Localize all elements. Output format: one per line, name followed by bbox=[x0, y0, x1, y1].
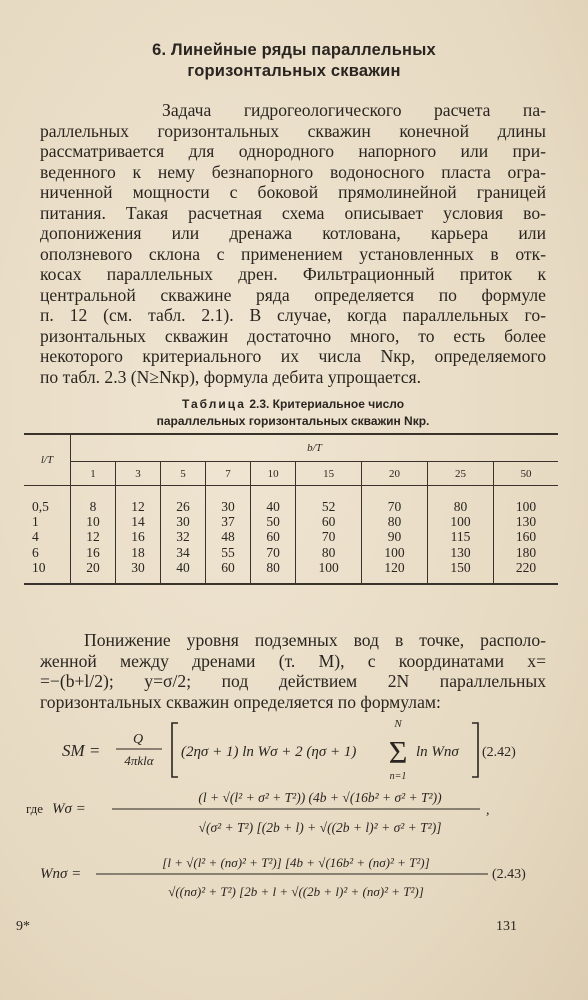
paragraph-line: косах параллельных дрен. Фильтрационный приток к bbox=[40, 264, 546, 284]
table-row bbox=[24, 529, 558, 544]
formula-w-nsigma bbox=[20, 846, 568, 910]
table-cell: 115 bbox=[428, 529, 494, 544]
column-header: 20 bbox=[362, 462, 428, 486]
table-cell: 60 bbox=[251, 529, 296, 544]
table-cell: 160 bbox=[493, 529, 558, 544]
paragraph-line: допонижения или дренажа котлована, карьера или bbox=[40, 223, 546, 243]
paragraph-line: рассматривается для однородного напорного или при- bbox=[40, 141, 546, 161]
column-header: 15 bbox=[296, 462, 362, 486]
paragraph-line: по табл. 2.3 (N≥Nкр), формула дебита упрощается. bbox=[40, 366, 422, 387]
table-cell: 48 bbox=[206, 529, 251, 544]
table-cell: 100 bbox=[428, 514, 494, 529]
section-title-line2: горизонтальных скважин bbox=[187, 62, 401, 80]
paragraph-line: Задача гидрогеологического расчета па- bbox=[162, 100, 546, 120]
table-cell: 120 bbox=[362, 560, 428, 584]
table-cell: 26 bbox=[161, 486, 206, 515]
w-nsigma-lhs: Wnσ = bbox=[40, 866, 82, 882]
page-number: 131 bbox=[496, 919, 517, 934]
formula-tail: ln Wnσ bbox=[416, 744, 459, 760]
row-label-lt: 0,5 bbox=[32, 499, 49, 514]
table-cell: 130 bbox=[428, 545, 494, 560]
paragraph-line: веденного к нему безнапорного водоносного пласта огра- bbox=[40, 161, 546, 182]
group-header-bt: b/T bbox=[71, 434, 559, 462]
table-cell: 32 bbox=[161, 529, 206, 544]
table-cell: 100 bbox=[493, 486, 558, 515]
table-cell: 52 bbox=[296, 486, 362, 515]
signature-mark: 9* bbox=[16, 919, 30, 934]
w-sigma-lhs: Wσ = bbox=[52, 801, 86, 817]
table-cell: 50 bbox=[251, 514, 296, 529]
table-cell: 20 bbox=[71, 560, 116, 584]
row-label-lt: 1 bbox=[32, 514, 39, 530]
paragraph-line: ризонтальных скважин достаточно много, то есть более bbox=[40, 325, 546, 346]
table-cell: 130 bbox=[493, 514, 558, 529]
criterion-table bbox=[24, 433, 558, 585]
table-cell: 90 bbox=[362, 529, 428, 544]
column-header: 10 bbox=[251, 462, 296, 486]
formula-intro-paragraph bbox=[40, 630, 546, 712]
column-header: 7 bbox=[206, 462, 251, 486]
paragraph-line: горизонтальных скважин определяется по формулам: bbox=[40, 691, 441, 712]
row-label-lt: 6 bbox=[32, 544, 39, 560]
formula-lhs: SM = bbox=[62, 741, 101, 760]
w-sigma-denominator: √(σ² + T²) [(2b + l) + √((2b + l)² + σ² + T²)] bbox=[198, 820, 442, 835]
table-cell: 30 bbox=[161, 514, 206, 529]
sum-sign: Σ bbox=[388, 734, 408, 770]
row-header-lt: l/T bbox=[40, 454, 54, 466]
table-cell: 70 bbox=[362, 486, 428, 515]
table-caption-line1: Критериальное число bbox=[272, 397, 405, 411]
w-nsigma-denominator: √((nσ)² + T²) [2b + l + √((2b + l)² + (nσ)² + T²)] bbox=[168, 884, 424, 899]
equation-number: (2.42) bbox=[482, 745, 516, 760]
table-cell: 100 bbox=[362, 545, 428, 560]
table-row bbox=[24, 545, 558, 560]
table-cell: 30 bbox=[206, 486, 251, 515]
table-row bbox=[24, 560, 558, 584]
table-cell: 40 bbox=[161, 560, 206, 584]
intro-paragraph bbox=[40, 100, 546, 387]
section-heading bbox=[40, 40, 548, 82]
paragraph-line: ниченной мощности с боковой прямолинейной границей bbox=[40, 182, 546, 202]
table-cell: 16 bbox=[71, 545, 116, 560]
formula-w-sigma bbox=[20, 780, 568, 848]
table-cell: 12 bbox=[116, 486, 161, 515]
table-caption-line2: параллельных горизонтальных скважин Nкр. bbox=[156, 414, 430, 428]
equation-number: (2.43) bbox=[492, 867, 526, 882]
table-cell: 8 bbox=[71, 486, 116, 515]
paragraph-line: питания. Такая расчетная схема описывает условия во- bbox=[40, 202, 546, 223]
table-row bbox=[24, 486, 558, 515]
table-cell: 100 bbox=[296, 560, 362, 584]
column-header: 1 bbox=[71, 462, 116, 486]
comma: , bbox=[486, 803, 490, 818]
table-cell: 180 bbox=[493, 545, 558, 560]
table-cell: 34 bbox=[161, 545, 206, 560]
paragraph-line: женной между дренами (т. М), с координатами x= bbox=[40, 650, 546, 671]
table-cell: 220 bbox=[493, 560, 558, 584]
paragraph-line: некоторого критериального их числа Nкр, определяемого bbox=[40, 346, 546, 366]
sum-lower-limit: n=1 bbox=[389, 771, 407, 782]
paragraph-line: Понижение уровня подземных вод в точке, располо- bbox=[84, 630, 546, 650]
table-cell: 30 bbox=[116, 560, 161, 584]
table-cell: 40 bbox=[251, 486, 296, 515]
table-cell: 80 bbox=[251, 560, 296, 584]
table-cell: 55 bbox=[206, 545, 251, 560]
row-label-lt: 4 bbox=[32, 529, 39, 545]
column-header: 25 bbox=[428, 462, 494, 486]
fraction-denominator: 4πklα bbox=[124, 753, 154, 768]
formula-body: (2ησ + 1) ln Wσ + 2 (ησ + 1) bbox=[181, 744, 357, 760]
row-label-lt: 10 bbox=[32, 559, 46, 575]
table-cell: 10 bbox=[71, 514, 116, 529]
table-caption-label: Таблица bbox=[181, 397, 246, 411]
formula-2-42 bbox=[20, 715, 568, 785]
column-header: 50 bbox=[493, 462, 558, 486]
paragraph-line: раллельных горизонтальных скважин конечной длины bbox=[40, 120, 546, 141]
table-cell: 60 bbox=[296, 514, 362, 529]
table-cell: 12 bbox=[71, 529, 116, 544]
sum-upper-limit: N bbox=[394, 718, 402, 730]
table-cell: 14 bbox=[116, 514, 161, 529]
where-label: где bbox=[26, 801, 44, 816]
table-cell: 80 bbox=[428, 486, 494, 515]
table-cell: 60 bbox=[206, 560, 251, 584]
table-cell: 150 bbox=[428, 560, 494, 584]
fraction-numerator: Q bbox=[132, 732, 144, 747]
table-cell: 18 bbox=[116, 545, 161, 560]
table-cell: 70 bbox=[296, 529, 362, 544]
paragraph-line: оползневого склона с применением установленных в отк- bbox=[40, 243, 546, 264]
table-caption bbox=[40, 396, 546, 430]
table-cell: 80 bbox=[296, 545, 362, 560]
paragraph-line: =−(b+l/2); y=σ/2; под действием 2N параллельных bbox=[40, 671, 546, 691]
paragraph-line: п. 12 (см. табл. 2.1). В случае, когда параллельных го- bbox=[40, 305, 546, 325]
table-row bbox=[24, 514, 558, 529]
table-cell: 80 bbox=[362, 514, 428, 529]
column-header: 3 bbox=[116, 462, 161, 486]
table-caption-number: 2.3. bbox=[249, 397, 270, 411]
table-cell: 16 bbox=[116, 529, 161, 544]
paragraph-line: центральной скважине ряда определяется по формуле bbox=[40, 284, 546, 305]
column-header: 5 bbox=[161, 462, 206, 486]
w-sigma-numerator: (l + √(l² + σ² + T²)) (4b + √(16b² + σ² + T²)) bbox=[198, 790, 442, 805]
table-cell: 70 bbox=[251, 545, 296, 560]
table-cell: 37 bbox=[206, 514, 251, 529]
w-nsigma-numerator: [l + √(l² + (nσ)² + T²)] [4b + √(16b² + (nσ)² + T²)] bbox=[162, 855, 430, 870]
section-title-line1: 6. Линейные ряды параллельных bbox=[152, 41, 436, 59]
